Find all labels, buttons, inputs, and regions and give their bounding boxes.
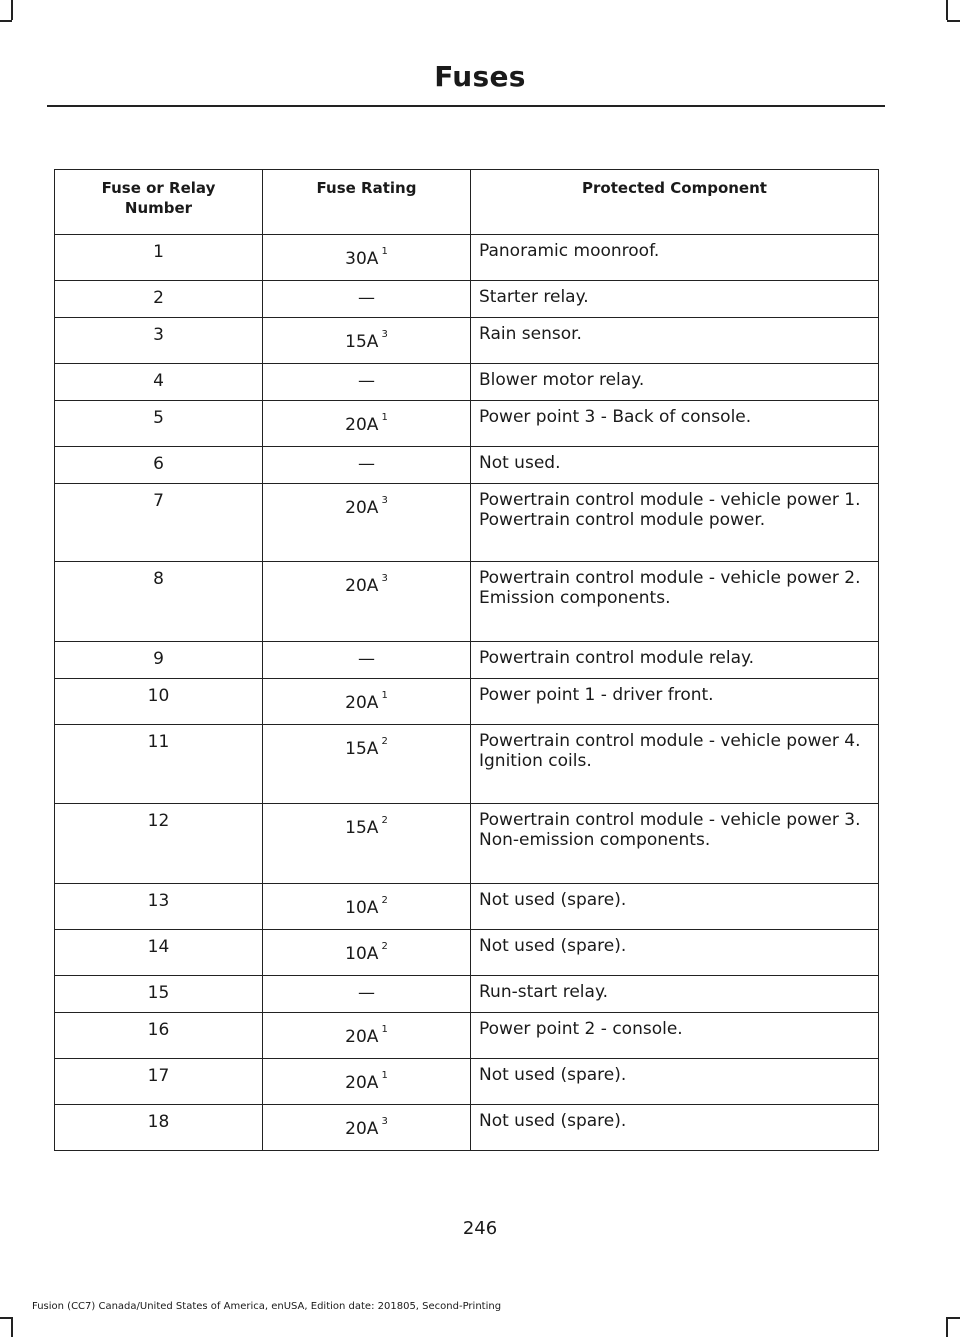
protected-component [471,1013,879,1059]
column-header-component: Protected Component [471,170,879,235]
fuse-number: 7 [55,484,263,562]
component-line: Power point 3 - Back of console. [479,407,752,427]
table-row [55,364,879,401]
fuse-number: 18 [55,1105,263,1151]
protected-component [471,562,879,642]
fuse-rating-value: 20A [345,1119,379,1139]
crop-mark-bottom-left-horizontal [0,1317,12,1319]
protected-component [471,235,879,281]
fuse-rating [263,318,471,364]
component-line: Not used (spare). [479,890,627,910]
fuse-number: 16 [55,1013,263,1059]
footer-text: Fusion (CC7) Canada/United States of America, enUSA, Edition date: 201805, Second-Printing [32,1301,502,1312]
fuse-rating-value: 20A [345,576,379,596]
column-header-rating: Fuse Rating [263,170,471,235]
table-row [55,976,879,1013]
fuse-rating [263,642,471,679]
table-row [55,804,879,884]
table-row [55,484,879,562]
component-line: Not used. [479,453,561,473]
fuse-rating [263,281,471,318]
component-line: Powertrain control module - vehicle power 2. [479,568,861,588]
fuse-table [54,169,879,1151]
fuse-rating-value: 15A [345,332,379,352]
component-line: Ignition coils. [479,751,592,771]
fuse-rating [263,679,471,725]
title-divider [47,105,885,107]
fuse-rating-value: 20A [345,693,379,713]
fuse-rating [263,804,471,884]
protected-component [471,725,879,804]
table-row [55,1059,879,1105]
fuse-rating-value: 15A [345,739,379,759]
fuse-number: 13 [55,884,263,930]
fuse-number: 10 [55,679,263,725]
crop-mark-top-right-horizontal [947,20,960,22]
fuse-number: 9 [55,642,263,679]
component-line: Powertrain control module power. [479,510,766,530]
protected-component [471,884,879,930]
footnote-marker: 3 [381,1116,388,1128]
table-row [55,401,879,447]
page-number: 246 [462,1218,498,1239]
footnote-marker: 1 [381,1070,388,1082]
table-row [55,281,879,318]
fuse-number: 6 [55,447,263,484]
footnote-marker: 2 [381,895,388,907]
component-line: Run-start relay. [479,982,608,1002]
footnote-marker: 2 [381,815,388,827]
footnote-marker: 3 [381,495,388,507]
crop-mark-top-left-horizontal [0,20,12,22]
component-line: Power point 1 - driver front. [479,685,714,705]
protected-component [471,1105,879,1151]
fuse-number: 17 [55,1059,263,1105]
table-row [55,930,879,976]
fuse-rating [263,447,471,484]
protected-component [471,1059,879,1105]
fuse-rating [263,235,471,281]
protected-component [471,281,879,318]
crop-mark-bottom-right-vertical [946,1317,948,1337]
protected-component [471,364,879,401]
protected-component [471,930,879,976]
crop-mark-bottom-right-horizontal [947,1317,960,1319]
fuse-rating-value: 20A [345,498,379,518]
footnote-marker: 3 [381,573,388,585]
component-line: Powertrain control module relay. [479,648,755,668]
component-line: Blower motor relay. [479,370,645,390]
fuse-number: 4 [55,364,263,401]
fuse-rating [263,1105,471,1151]
protected-component [471,318,879,364]
column-header-number: Fuse or Relay Number [55,170,263,235]
protected-component [471,401,879,447]
protected-component [471,642,879,679]
footnote-marker: 1 [381,690,388,702]
fuse-rating [263,1013,471,1059]
fuse-number: 5 [55,401,263,447]
fuse-rating-value: 20A [345,415,379,435]
fuse-number: 1 [55,235,263,281]
component-line: Emission components. [479,588,671,608]
footnote-marker: 1 [381,412,388,424]
component-line: Powertrain control module - vehicle power 3. [479,810,861,830]
component-line: Panoramic moonroof. [479,241,660,261]
fuse-rating [263,1059,471,1105]
component-line: Not used (spare). [479,1111,627,1131]
table-row [55,235,879,281]
table-row [55,1013,879,1059]
fuse-number: 15 [55,976,263,1013]
component-line: Power point 2 - console. [479,1019,683,1039]
table-row [55,679,879,725]
fuse-number: 2 [55,281,263,318]
fuse-number: 8 [55,562,263,642]
fuse-number: 3 [55,318,263,364]
table-row [55,725,879,804]
footnote-marker: 2 [381,941,388,953]
fuse-rating-value: — [358,454,375,474]
footnote-marker: 2 [381,736,388,748]
crop-mark-top-left-vertical [11,0,13,20]
table-row [55,318,879,364]
fuse-rating-value: — [358,649,375,669]
fuse-rating [263,401,471,447]
component-line: Not used (spare). [479,936,627,956]
table-row [55,884,879,930]
fuse-rating [263,930,471,976]
fuse-rating-value: — [358,371,375,391]
table-header-row [55,170,879,235]
component-line: Starter relay. [479,287,589,307]
fuse-rating-value: 30A [345,249,379,269]
crop-mark-top-right-vertical [946,0,948,20]
fuse-rating [263,976,471,1013]
footnote-marker: 1 [381,1024,388,1036]
protected-component [471,447,879,484]
fuse-rating-value: — [358,288,375,308]
footnote-marker: 3 [381,329,388,341]
fuse-rating [263,484,471,562]
fuse-rating [263,884,471,930]
component-line: Non-emission components. [479,830,711,850]
table-row [55,1105,879,1151]
fuse-rating-value: 15A [345,818,379,838]
fuse-rating-value: 10A [345,898,379,918]
page-title: Fuses [434,60,526,93]
component-line: Powertrain control module - vehicle power 1. [479,490,861,510]
fuse-rating-value: 20A [345,1027,379,1047]
fuse-rating-value: 20A [345,1073,379,1093]
fuse-rating [263,364,471,401]
fuse-rating [263,562,471,642]
fuse-number: 14 [55,930,263,976]
footnote-marker: 1 [381,246,388,258]
protected-component [471,976,879,1013]
component-line: Powertrain control module - vehicle power 4. [479,731,861,751]
fuse-rating-value: — [358,983,375,1003]
fuse-rating [263,725,471,804]
fuse-number: 11 [55,725,263,804]
component-line: Not used (spare). [479,1065,627,1085]
protected-component [471,679,879,725]
protected-component [471,804,879,884]
fuse-rating-value: 10A [345,944,379,964]
table-row [55,642,879,679]
table-row [55,447,879,484]
crop-mark-bottom-left-vertical [11,1317,13,1337]
protected-component [471,484,879,562]
table-row [55,562,879,642]
fuse-number: 12 [55,804,263,884]
component-line: Rain sensor. [479,324,582,344]
